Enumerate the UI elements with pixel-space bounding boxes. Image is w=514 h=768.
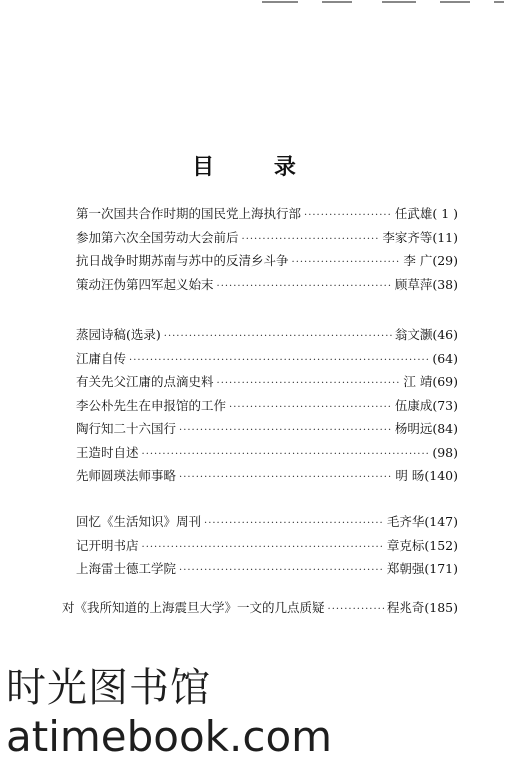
toc-leader-dots — [292, 255, 401, 271]
toc-entry-title: 先师圆瑛法师事略 — [76, 468, 177, 483]
toc-entry-page: (73) — [432, 397, 458, 413]
toc-entry-page: (84) — [432, 421, 458, 436]
toc-entry-title: 上海雷士德工学院 — [76, 561, 177, 576]
toc-leader-dots — [179, 563, 384, 579]
toc-entry-title: 回忆《生活知识》周刊 — [76, 514, 202, 529]
toc-leader-dots — [304, 208, 392, 224]
toc-entry — [76, 421, 458, 439]
toc-leader-dots — [164, 329, 392, 345]
toc-entry-title: 记开明书店 — [76, 537, 139, 553]
top-edge-marks — [0, 0, 514, 6]
toc-entry-page: (147) — [424, 514, 458, 529]
toc-entry — [76, 277, 458, 295]
toc-entry-page: ( 1 ) — [432, 206, 458, 221]
toc-leader-dots — [229, 400, 392, 416]
toc-leader-dots — [204, 516, 384, 532]
page-title: 目 录 — [192, 154, 322, 180]
watermark-url: atimebook.com — [6, 712, 333, 761]
toc-entry-author: 伍康成 — [394, 397, 433, 413]
toc-entry — [62, 600, 458, 618]
toc-leader-dots — [242, 232, 380, 248]
toc-entry — [76, 445, 458, 463]
toc-entry-author: 程兆奇 — [386, 600, 425, 615]
toc-leader-dots — [179, 470, 392, 486]
toc-entry — [76, 561, 458, 579]
toc-leader-dots — [217, 279, 392, 295]
toc-entry-page: (185) — [424, 600, 458, 615]
toc-entry-page: (171) — [424, 561, 458, 576]
toc-leader-dots — [142, 447, 430, 463]
toc-entry — [76, 514, 458, 532]
toc-entry-author: 李 广 — [403, 253, 433, 268]
toc-entry-page: (69) — [432, 374, 458, 389]
toc-entry-author: 杨明远 — [394, 421, 433, 436]
toc-entry — [76, 230, 458, 248]
toc-entry — [76, 398, 458, 416]
toc-entry-page: (152) — [424, 537, 458, 553]
toc-entry-author: 江 靖 — [403, 374, 433, 389]
toc-entry-page: (11) — [432, 229, 458, 245]
toc-leader-dots — [217, 376, 401, 392]
toc-leader-dots — [142, 540, 384, 556]
toc-entry-title: 第一次国共合作时期的国民党上海执行部 — [76, 206, 302, 221]
toc-entry-author: 李家齐等 — [382, 229, 433, 245]
toc-entry-title: 策动汪伪第四军起义始末 — [76, 276, 214, 292]
toc-entry-page: (140) — [424, 468, 458, 483]
toc-entry-page: (46) — [432, 327, 458, 342]
watermark-chinese: 时光图书馆 — [6, 665, 211, 711]
toc-entry-author: 翁文灏 — [394, 327, 433, 342]
toc-entry-title: 抗日战争时期苏南与苏中的反清乡斗争 — [76, 253, 289, 268]
toc-leader-dots — [179, 423, 392, 439]
toc-entry — [76, 327, 458, 345]
toc-entry-author: 章克标 — [386, 537, 425, 553]
toc-entry-page: (38) — [432, 276, 458, 292]
toc-entry-page: (98) — [432, 444, 458, 460]
toc-entry-title: 对《我所知道的上海震旦大学》一文的几点质疑 — [62, 600, 325, 615]
toc-entry-title: 李公朴先生在申报馆的工作 — [76, 397, 227, 413]
toc-leader-dots — [328, 602, 384, 618]
toc-entry-title: 江庸自传 — [76, 350, 127, 366]
toc-entry-page: (64) — [432, 350, 458, 366]
toc-entry-title: 陶行知二十六国行 — [76, 421, 177, 436]
toc-entry-title: 有关先父江庸的点滴史料 — [76, 374, 214, 389]
toc-entry-author: 明 旸 — [395, 468, 425, 483]
toc-entry-author: 毛齐华 — [386, 514, 425, 529]
toc-entry-title: 蒸园诗稿(选录) — [76, 327, 161, 342]
toc-entry-title: 王造时自述 — [76, 444, 139, 460]
toc-entry-page: (29) — [432, 253, 458, 268]
toc-entry — [76, 253, 458, 271]
toc-entry-author: 任武雄 — [394, 206, 433, 221]
toc-leader-dots — [129, 353, 429, 369]
toc-entry-author: 郑朝强 — [386, 561, 425, 576]
toc-entry — [76, 351, 458, 369]
toc-entry — [76, 206, 458, 224]
toc-entry — [76, 468, 458, 486]
toc-entry — [76, 538, 458, 556]
toc-entry — [76, 374, 458, 392]
toc-entry-author: 顾草萍 — [394, 276, 433, 292]
toc-entry-title: 参加第六次全国劳动大会前后 — [76, 229, 239, 245]
